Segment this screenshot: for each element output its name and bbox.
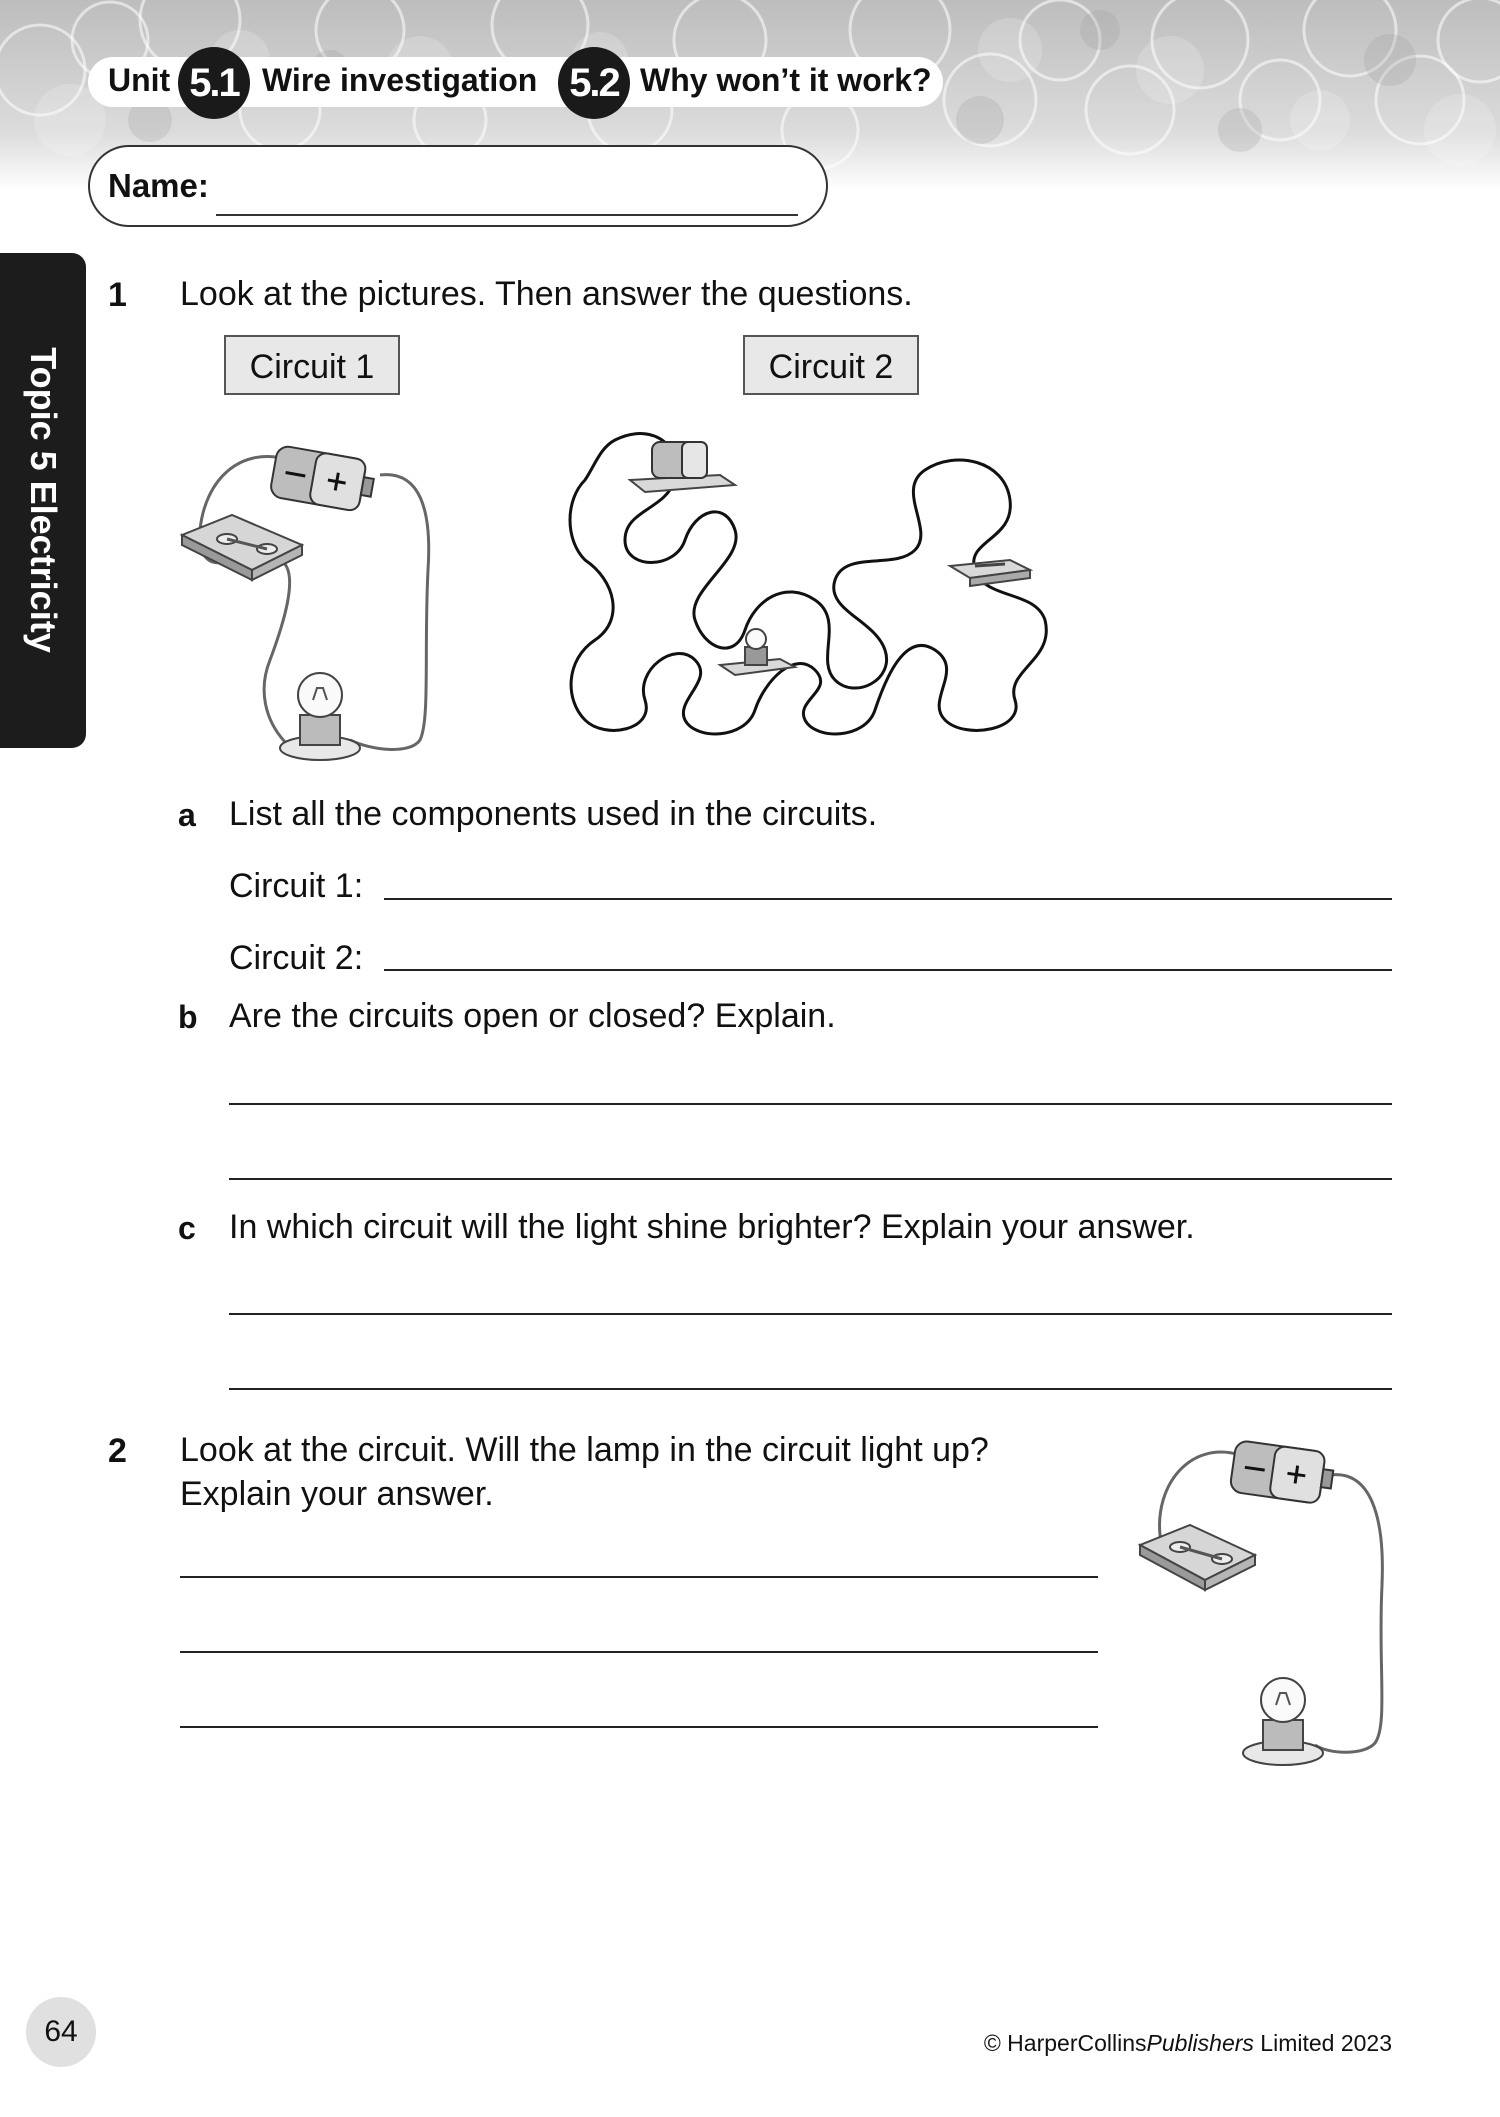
- question-text: Look at the pictures. Then answer the questions.: [180, 275, 913, 313]
- name-answer-line[interactable]: [216, 214, 798, 216]
- page-number: 64: [26, 1997, 96, 2067]
- question-text: Explain your answer.: [180, 1475, 494, 1513]
- answer-line[interactable]: [180, 1726, 1098, 1728]
- unit-number-badge: 5.1: [178, 47, 250, 119]
- answer-line[interactable]: [229, 1313, 1392, 1315]
- copyright-prefix: © HarperCollins: [983, 2030, 1147, 2056]
- question-text: Look at the circuit. Will the lamp in the circuit light up?: [180, 1431, 989, 1469]
- unit-label: Unit: [108, 62, 171, 98]
- sub-question-letter: b: [178, 999, 198, 1035]
- question-number: 1: [108, 276, 127, 314]
- answer-line[interactable]: [229, 1103, 1392, 1105]
- copyright-notice: [984, 2030, 1392, 2057]
- unit-title: Wire investigation: [262, 62, 538, 98]
- answer-line[interactable]: [384, 969, 1392, 971]
- circuit-2-label: Circuit 2: [743, 335, 919, 395]
- topic-side-tab-label: Topic 5 Electricity: [23, 347, 64, 653]
- copyright-italic: Publishers: [1146, 2030, 1254, 2056]
- answer-line[interactable]: [180, 1651, 1098, 1653]
- circuit-2-prompt: Circuit 2:: [229, 939, 364, 977]
- copyright-suffix: Limited 2023: [1253, 2030, 1392, 2056]
- question-number: 2: [108, 1432, 127, 1470]
- circuit-2-illustration: [565, 420, 1070, 760]
- circuit-1-label: Circuit 1: [224, 335, 400, 395]
- answer-line[interactable]: [229, 1178, 1392, 1180]
- sub-question-text: In which circuit will the light shine brighter? Explain your answer.: [229, 1208, 1195, 1246]
- sub-question-letter: c: [178, 1210, 196, 1246]
- answer-line[interactable]: [229, 1388, 1392, 1390]
- unit-title: Why won’t it work?: [640, 62, 932, 98]
- sub-question-letter: a: [178, 797, 196, 833]
- name-label: Name:: [108, 167, 209, 204]
- circuit-1-illustration: [170, 420, 460, 770]
- answer-line[interactable]: [384, 898, 1392, 900]
- question-2-circuit-illustration: [1130, 1425, 1400, 1770]
- circuit-1-prompt: Circuit 1:: [229, 867, 364, 905]
- unit-number-badge: 5.2: [558, 47, 630, 119]
- sub-question-text: Are the circuits open or closed? Explain.: [229, 997, 836, 1035]
- sub-question-text: List all the components used in the circuits.: [229, 795, 878, 833]
- answer-line[interactable]: [180, 1576, 1098, 1578]
